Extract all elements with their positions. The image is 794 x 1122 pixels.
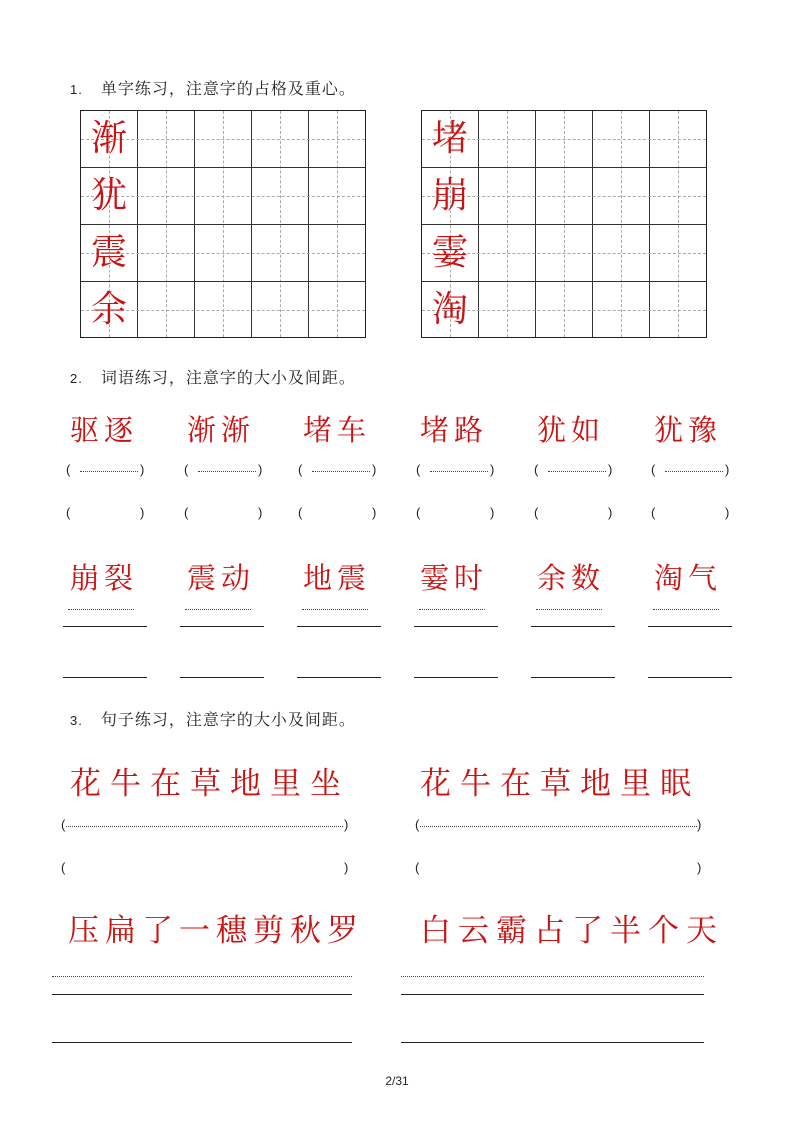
writing-line[interactable]	[401, 1042, 704, 1043]
grid-char: 余	[90, 289, 127, 330]
writing-line[interactable]	[52, 1042, 352, 1043]
writing-grid-left	[80, 110, 366, 338]
page-number: 2/31	[385, 1074, 409, 1088]
writing-line[interactable]	[648, 677, 732, 678]
grid-char: 犹	[90, 175, 127, 216]
writing-line[interactable]	[297, 626, 381, 627]
practice-word: 堵路	[420, 413, 489, 447]
writing-line[interactable]	[531, 626, 615, 627]
section-3-heading	[70, 707, 356, 730]
writing-line[interactable]	[63, 677, 147, 678]
writing-line[interactable]	[531, 677, 615, 678]
section-2-number: 2.	[70, 371, 83, 386]
writing-line[interactable]	[63, 626, 147, 627]
grid-char: 堵	[431, 118, 468, 159]
grid-char: 渐	[90, 118, 127, 159]
practice-word: 霎时	[420, 561, 489, 595]
pinyin-dotted-line[interactable]	[302, 609, 368, 610]
writing-line[interactable]	[414, 677, 498, 678]
grid-char: 淘	[431, 289, 468, 330]
practice-sentence: 花牛在草地里坐	[70, 766, 350, 802]
practice-sentence: 白云霸占了半个天	[420, 913, 724, 949]
practice-word: 余数	[537, 561, 606, 595]
section-1-number: 1.	[70, 82, 83, 97]
practice-word: 驱逐	[70, 413, 139, 447]
writing-grid-right	[421, 110, 707, 338]
writing-line[interactable]	[414, 626, 498, 627]
grid-char: 崩	[431, 175, 468, 216]
section-2-title: 词语练习，注意字的大小及间距。	[100, 368, 356, 387]
pinyin-dotted-line[interactable]	[536, 609, 602, 610]
pinyin-dotted-line[interactable]	[52, 976, 352, 977]
writing-line[interactable]	[180, 626, 264, 627]
practice-sentence: 压扁了一穗剪秋罗	[68, 913, 364, 949]
grid-char: 霎	[431, 232, 468, 273]
section-3-title: 句子练习，注意字的大小及间距。	[100, 710, 356, 729]
pinyin-dotted-line[interactable]	[68, 609, 134, 610]
pinyin-dotted-line[interactable]	[185, 609, 251, 610]
writing-line[interactable]	[52, 994, 352, 995]
section-2-heading	[70, 365, 356, 388]
pinyin-dotted-line[interactable]	[419, 609, 485, 610]
practice-word: 崩裂	[70, 561, 139, 595]
practice-word: 地震	[303, 561, 372, 595]
section-3-number: 3.	[70, 713, 83, 728]
practice-word: 渐渐	[187, 413, 256, 447]
practice-word: 堵车	[303, 413, 372, 447]
practice-word: 淘气	[654, 561, 723, 595]
writing-line[interactable]	[180, 677, 264, 678]
practice-word: 犹如	[537, 413, 606, 447]
grid-char: 震	[90, 232, 127, 273]
practice-sentence: 花牛在草地里眠	[420, 766, 700, 802]
pinyin-dotted-line[interactable]	[653, 609, 719, 610]
writing-line[interactable]	[297, 677, 381, 678]
writing-line[interactable]	[401, 994, 704, 995]
practice-word: 犹豫	[654, 413, 723, 447]
pinyin-dotted-line[interactable]	[401, 976, 704, 977]
section-1-heading	[70, 76, 356, 99]
practice-word: 震动	[187, 561, 256, 595]
section-1-title: 单字练习，注意字的占格及重心。	[100, 79, 356, 98]
writing-line[interactable]	[648, 626, 732, 627]
